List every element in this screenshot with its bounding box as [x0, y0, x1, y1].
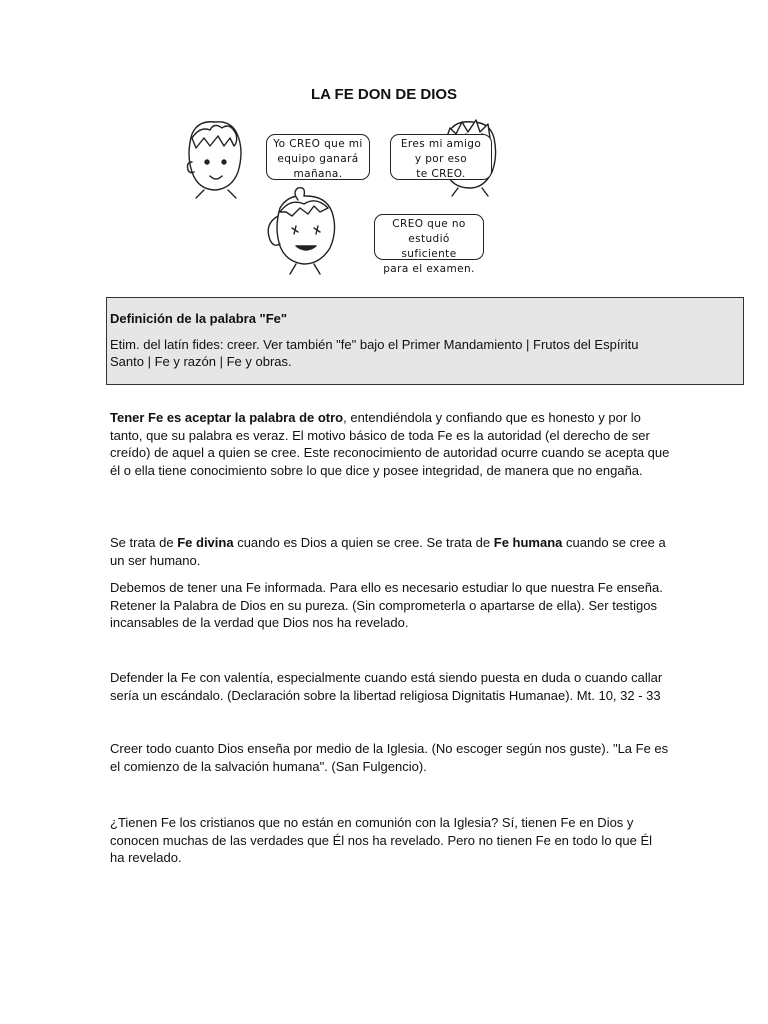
definition-line-2: Santo | Fe y razón | Fe y obras.: [110, 354, 292, 369]
definition-box: [106, 297, 744, 385]
definition-line-1: Etim. del latín fides: creer. Ver también "fe" bajo el Primer Mandamiento | Frutos del Espíritu: [110, 337, 639, 352]
speech-bubble-1: Yo CREO que mi equipo ganará mañana.: [266, 134, 370, 180]
definition-heading: Definición de la palabra "Fe": [110, 311, 288, 326]
cartoon-illustration: [180, 112, 500, 292]
paragraph-5: Creer todo cuanto Dios enseña por medio de la Iglesia. (No escoger según nos guste). "La Fe es el comienzo de la salvación humana". (San Fulgencio).: [110, 741, 669, 774]
paragraph-4: Defender la Fe con valentía, especialmente cuando está siendo puesta en duda o cuando callar sería un escándalo. (Declaración sobre la libertad religiosa Dignitatis Humanae). Mt. 10, 32 - 33: [110, 670, 663, 703]
speech-bubble-3: CREO que no estudió suficiente para el examen.: [374, 214, 484, 260]
paragraph-6: ¿Tienen Fe los cristianos que no están en comunión con la Iglesia? Sí, tienen Fe en Dios y conocen muchas de las verdades que Él nos ha revelado. Pero no tienen Fe en todo lo que Él ha revelado.: [110, 815, 653, 865]
paragraph-3: Debemos de tener una Fe informada. Para ello es necesario estudiar lo que nuestra Fe enseña. Retener la Palabra de Dios en su pureza. (Sin comprometerla o apartarse de ella). Ser testigos incansables de la verdad que Dios nos ha revelado.: [110, 580, 663, 630]
page-title: LA FE DON DE DIOS: [310, 86, 458, 103]
paragraph-1: Tener Fe es aceptar la palabra de otro, entendiéndola y confiando que es honesto y por lo tanto, que su palabra es veraz. El motivo básico de toda Fe es la autoridad (el derecho de ser creído) de aquel a quien se cree. Este reconocimiento de autoridad ocurre cuando se acepta que él o ella tiene conocimiento sobre lo que dice y posee integridad, de manera que no engaña.: [110, 410, 670, 478]
paragraph-2: Se trata de Fe divina cuando es Dios a quien se cree. Se trata de Fe humana cuando se cree a un ser humano.: [110, 535, 666, 568]
paragraph-1-bold: Tener Fe es aceptar la palabra de otro: [110, 410, 344, 425]
speech-bubble-2: Eres mi amigo y por eso te CREO.: [390, 134, 492, 180]
